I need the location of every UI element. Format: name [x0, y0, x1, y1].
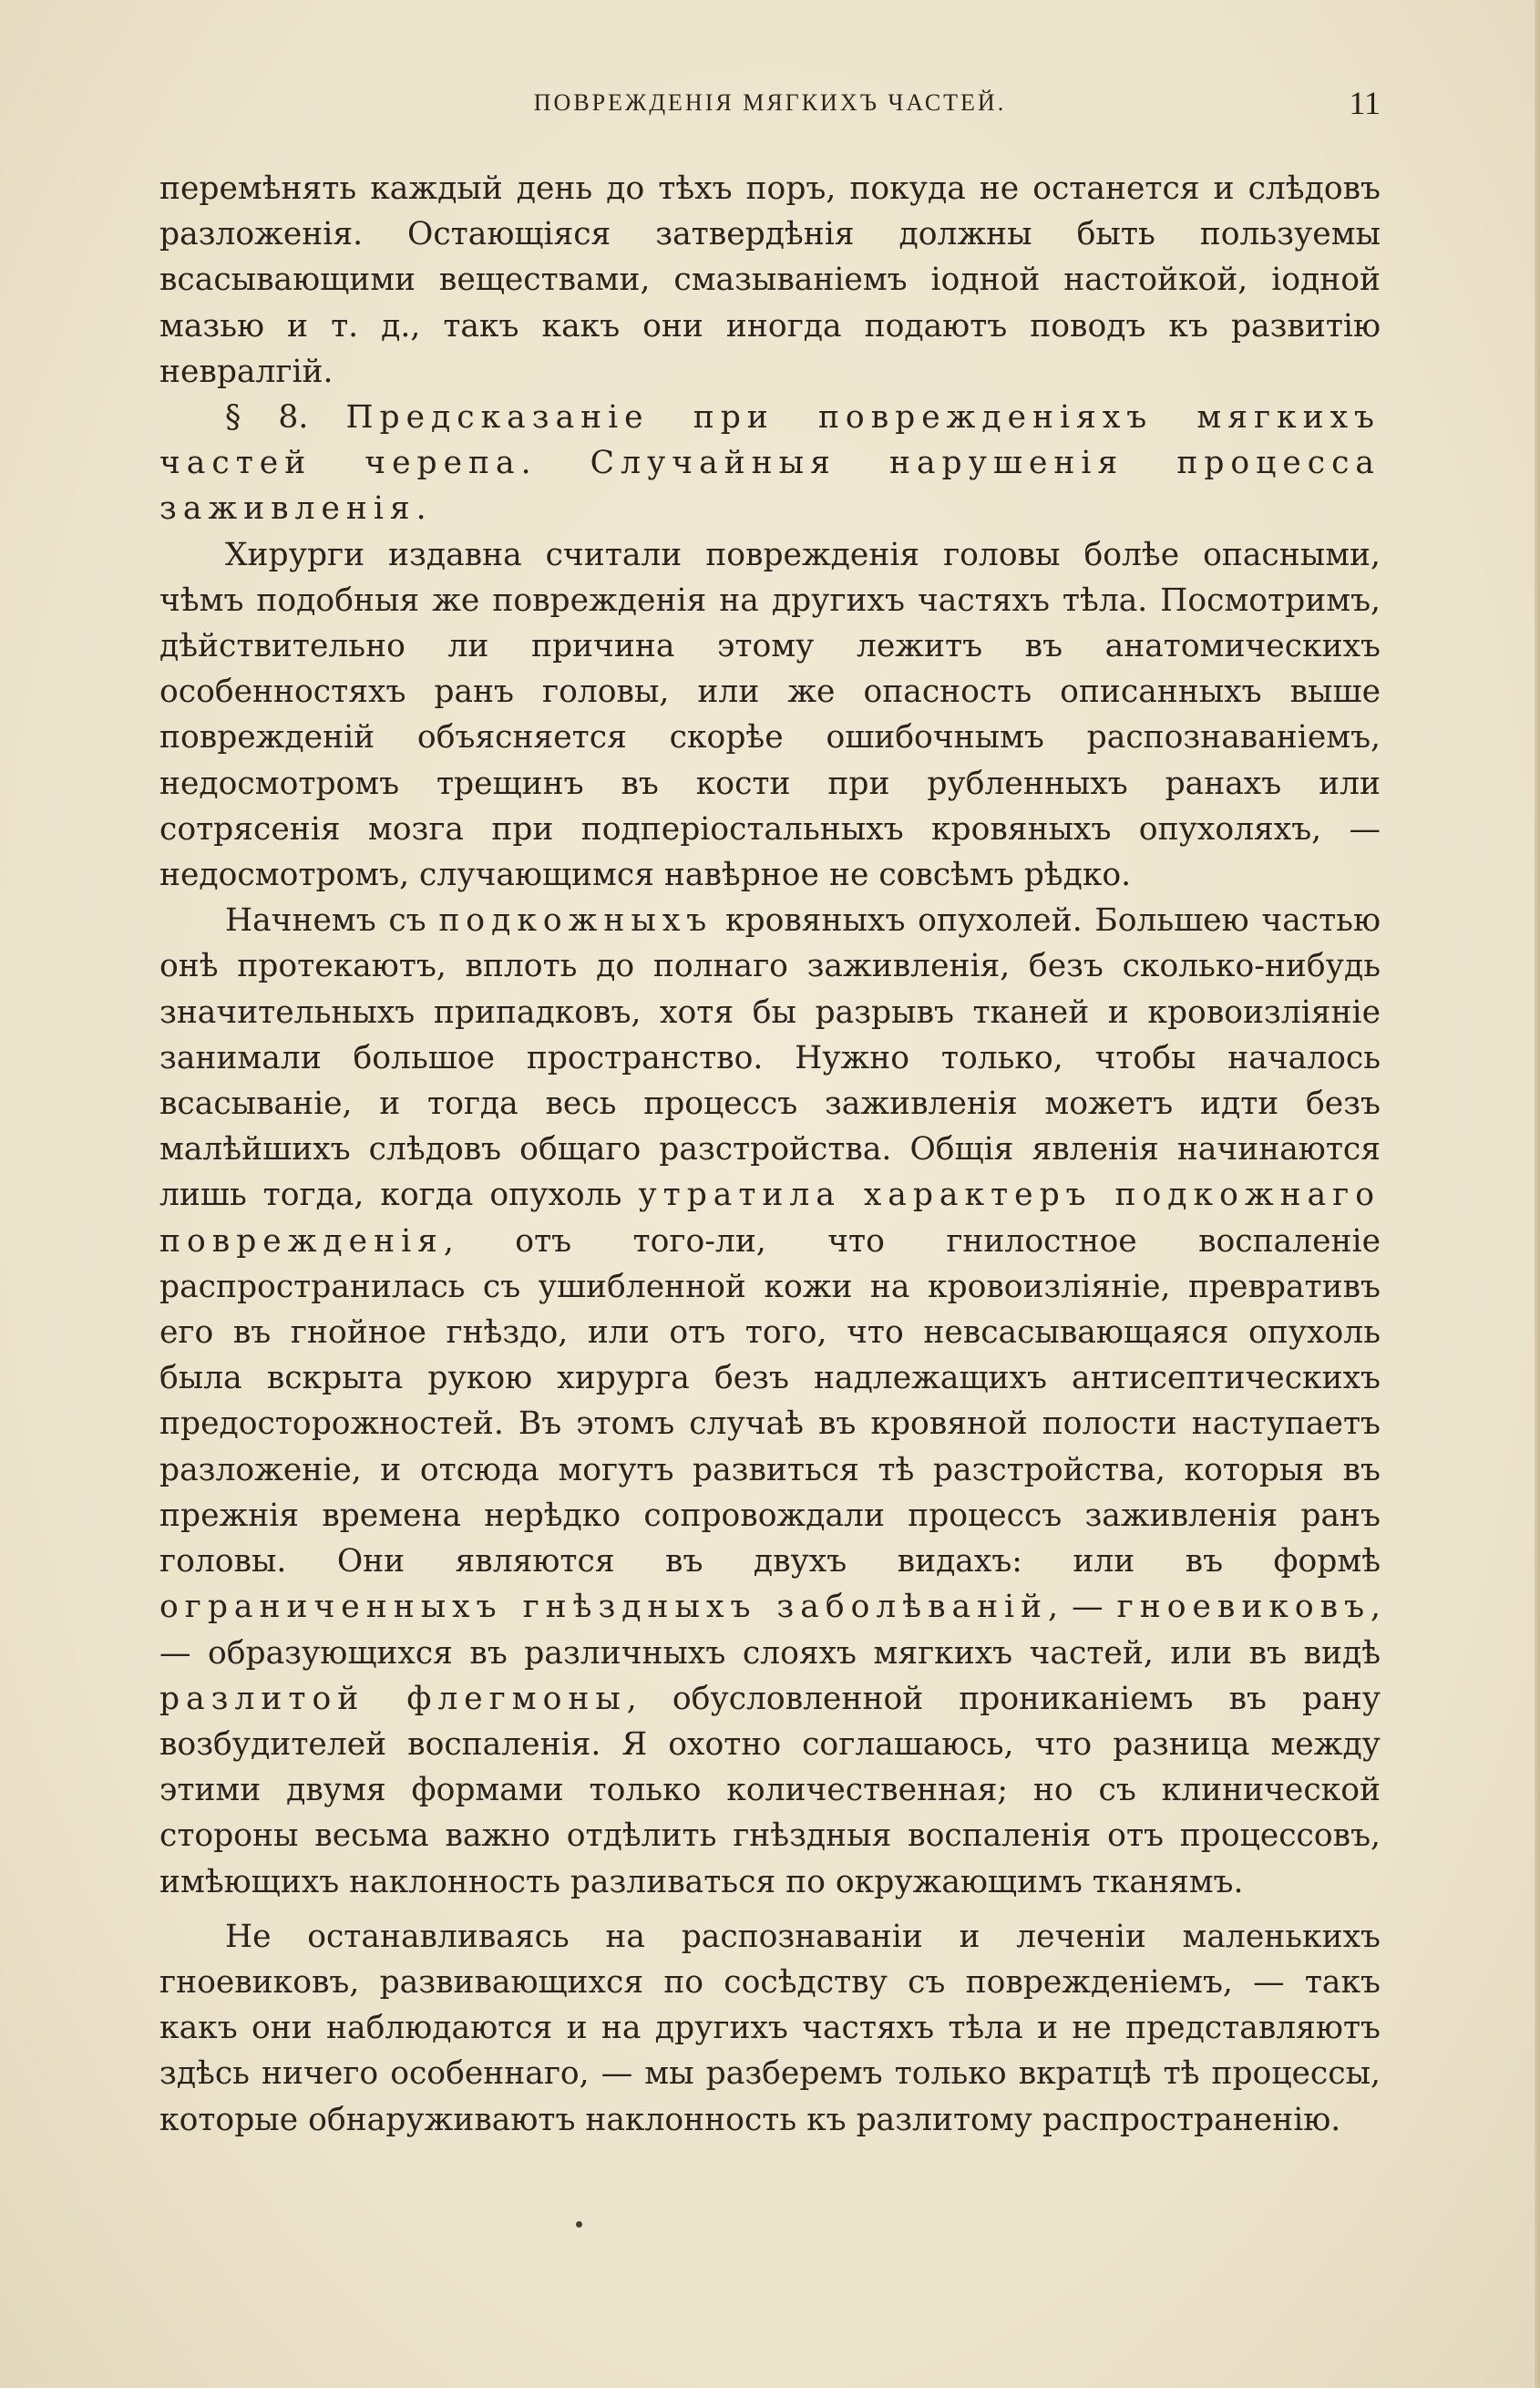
- ink-speck: [576, 2221, 582, 2228]
- paragraph-text: Не останавливаясь на распознаваніи и леченіи маленькихъ гноевиковъ, развивающихся по сосѣдству съ поврежденіемъ, — такъ какъ они наблюдаются и на другихъ частяхъ тѣла и не представляютъ здѣсь ничего особеннаго, — мы разберемъ только вкратцѣ тѣ процессы, которые обнаруживаютъ наклонность къ разлитому распространенію.: [159, 1918, 1381, 2138]
- paragraph-text: , отъ того-ли, что гнилостное воспаленіе распространилась съ ушибленной кожи на кровоизліяніе, превративъ его въ гнойное гнѣздо, или отъ того, что невсасывающаяся опухоль была вскрыта рукою хирурга безъ надлежащихъ антисептическихъ предосторожностей. Въ этомъ случаѣ въ кровяной полости наступаетъ разложеніе, и отсюда могутъ развиться тѣ разстройства, которыя въ прежнія времена нерѣдко сопровождали процессъ заживленія ранъ головы. Они являются въ двухъ видахъ: или въ формѣ: [159, 1222, 1381, 1580]
- emphasis-text: разлитой флегмоны: [159, 1680, 627, 1717]
- emphasis-text: ограниченныхъ гнѣздныхъ заболѣваній: [159, 1589, 1049, 1626]
- paragraph-text: перемѣнять каждый день до тѣхъ поръ, покуда не останется и слѣдовъ разложенія. Остающіяся затвердѣнія должны быть пользуемы всасывающими веществами, смазываніемъ іодной настойкой, іодной мазью и т. д., такъ какъ они иногда подаютъ поводъ къ развитію невралгій.: [159, 170, 1381, 390]
- paragraph: [159, 1914, 1381, 2143]
- paragraph-text: Начнемъ съ: [225, 902, 439, 940]
- page-header: [159, 85, 1381, 129]
- emphasis-text: подкожныхъ: [438, 902, 714, 940]
- section-heading: [159, 395, 1381, 532]
- paragraph: [159, 898, 1381, 1904]
- section-number: § 8.: [225, 399, 309, 437]
- paragraph: [159, 532, 1381, 899]
- running-title: ПОВРЕЖДЕНІЯ МЯГКИХЪ ЧАСТЕЙ.: [533, 89, 1007, 116]
- paragraph-text: Хирурги издавна считали поврежденія головы болѣе опасными, чѣмъ подобныя же поврежденія на другихъ частяхъ тѣла. Посмотримъ, дѣйствительно ли причина этому лежитъ въ анатомическихъ особенностяхъ ранъ головы, или же опасность описанныхъ выше поврежденій объясняется скорѣе ошибочнымъ распознаваніемъ, недосмотромъ трещинъ въ кости при рубленныхъ ранахъ или сотрясенія мозга при подперіостальныхъ кровяныхъ опухоляхъ, —недосмотромъ, случающимся навѣрное не совсѣмъ рѣдко.: [159, 536, 1381, 894]
- paragraph-text: кровяныхъ опухолей. Большею частью онѣ протекаютъ, вплоть до полнаго заживленія, безъ сколько-нибудь значительныхъ припадковъ, хотя бы разрывъ тканей и кровоизліяніе занимали большое пространство. Нужно только, чтобы началось всасываніе, и тогда весь процессъ заживленія можетъ идти безъ малѣйшихъ слѣдовъ общаго разстройства. Общія явленія начинаются лишь тогда, когда опухоль: [159, 902, 1381, 1214]
- emphasis-text: гноевиковъ: [1116, 1589, 1371, 1626]
- paragraph-continuation: [159, 166, 1381, 395]
- paragraph-text: , — образующихся въ различныхъ слояхъ мягкихъ частей, или въ видѣ: [159, 1589, 1381, 1672]
- page-edge: [1535, 0, 1540, 2388]
- emphasis-text: утратила характеръ подкожнаго поврежденія: [159, 1177, 1381, 1260]
- page-body: [159, 166, 1381, 2143]
- paragraph-text: , —: [1048, 1589, 1117, 1626]
- page-number: 11: [1349, 85, 1381, 121]
- section-title: Предсказаніе при поврежденіяхъ мягкихъ частей черепа. Случайныя нарушенія процесса заживленія.: [159, 399, 1381, 528]
- paragraph-text: , обусловленной прониканіемъ въ рану возбудителей воспаленія. Я охотно соглашаюсь, что разница между этими двумя формами только количественная; но съ клинической стороны весьма важно отдѣлить гнѣздныя воспаленія отъ процессовъ, имѣющихъ наклонность разливаться по окружающимъ тканямъ.: [159, 1680, 1381, 1900]
